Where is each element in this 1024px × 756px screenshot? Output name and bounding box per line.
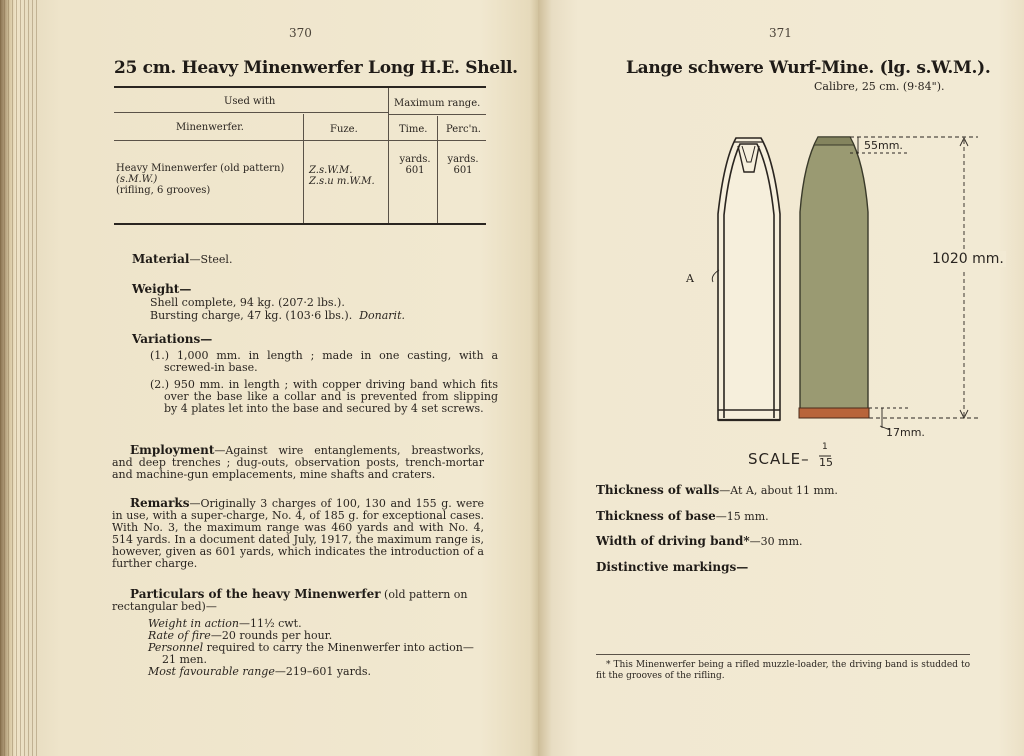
markings-heading: Distinctive markings— xyxy=(596,560,749,574)
weight-line-2: Bursting charge, 47 kg. (103·6 lbs.). Donarit. xyxy=(150,309,405,322)
employment-paragraph: Employment—Against wire entanglements, breastworks, and deep trenches ; dug-outs, observation posts, trench-mortar and machine-gun emplacements, mine shafts and craters. xyxy=(112,443,484,481)
particular-rate: Rate of fire—20 rounds per hour. xyxy=(148,629,333,642)
table-header-used-with: Used with xyxy=(224,96,276,107)
table-header-max-range: Maximum range. xyxy=(394,98,481,109)
book-edge xyxy=(0,0,40,756)
particular-weight: Weight in action—11½ cwt. xyxy=(148,617,302,630)
table-cell-time: yards. 601 xyxy=(399,154,431,176)
particulars-list xyxy=(148,618,484,678)
particular-range: Most favourable range—219–601 yards. xyxy=(148,665,372,678)
shell-drawing xyxy=(538,0,1024,480)
page-number-left: 370 xyxy=(289,26,312,40)
table-col-percn: Perc'n. xyxy=(446,124,481,135)
material-section: Material—Steel. xyxy=(132,252,233,266)
table-cell-minenwerfer: Heavy Minenwerfer (old pattern) (s.M.W.) (rifling, 6 grooves) xyxy=(116,163,285,196)
weight-line-1: Shell complete, 94 kg. (207·2 lbs.). xyxy=(150,296,345,309)
label-a: A xyxy=(686,272,694,285)
base-line: Thickness of base—15 mm. xyxy=(596,509,769,523)
weight-heading: Weight— xyxy=(132,282,192,296)
variation-1: (1.) 1,000 mm. in length ; made in one casting, with a screwed-in base. xyxy=(150,349,498,374)
particular-personnel: Personnel required to carry the Minenwerfer into action—21 men. xyxy=(148,641,474,666)
shell-section-view xyxy=(718,138,780,420)
table-col-minenwerfer: Minenwerfer. xyxy=(176,122,244,133)
page-number-right: 371 xyxy=(769,26,792,40)
table-cell-fuze: Z.s.W.M. Z.s.u m.W.M. xyxy=(309,165,375,187)
dimension-top-label: 55mm. xyxy=(864,139,903,152)
variation-2: (2.) 950 mm. in length ; with copper driving band which fits over the base like a collar and is prevented from slipping by 4 plates let into the base and secured by 4 set screws. xyxy=(150,378,498,415)
right-page xyxy=(538,0,1024,756)
footnote: * This Minenwerfer being a rifled muzzle-loader, the driving band is studded to fit the grooves of the rifling. xyxy=(596,660,970,681)
remarks-paragraph: Remarks—Originally 3 charges of 100, 130 and 155 g. were in use, with a super-charge, No. 4, of 185 g. for exceptional cases. With No. 3, the maximum range was 460 yards and with No. 4, 514 yards. In a document dated July, 1917, the maximum range is, however, given as 601 yards, which indicates the introduction of a further charge. xyxy=(112,496,484,570)
walls-line: Thickness of walls—At A, about 11 mm. xyxy=(596,483,838,497)
page-title-left: 25 cm. Heavy Minenwerfer Long H.E. Shell. xyxy=(114,58,518,78)
particulars-paragraph: Particulars of the heavy Minenwerfer (old pattern on rectangular bed)— xyxy=(112,587,468,613)
footnote-rule xyxy=(596,654,970,655)
table-cell-percn: yards. 601 xyxy=(447,154,479,176)
page-title-right: Lange schwere Wurf-Mine. (lg. s.W.M.). xyxy=(626,58,991,78)
dimension-bottom-label: 17mm. xyxy=(886,426,925,439)
scale-label: SCALE– xyxy=(748,450,810,468)
table-col-fuze: Fuze. xyxy=(330,124,358,135)
band-line: Width of driving band*—30 mm. xyxy=(596,534,803,548)
dimension-length-label: 1020 mm. xyxy=(932,251,1004,267)
shell-external-view xyxy=(799,137,869,418)
variations-heading: Variations— xyxy=(132,332,213,346)
table-col-time: Time. xyxy=(399,124,428,135)
scale-numerator: 1 xyxy=(822,442,828,452)
calibre-text: Calibre, 25 cm. (9·84"). xyxy=(814,80,945,93)
scale-denominator: 15 xyxy=(819,456,833,469)
